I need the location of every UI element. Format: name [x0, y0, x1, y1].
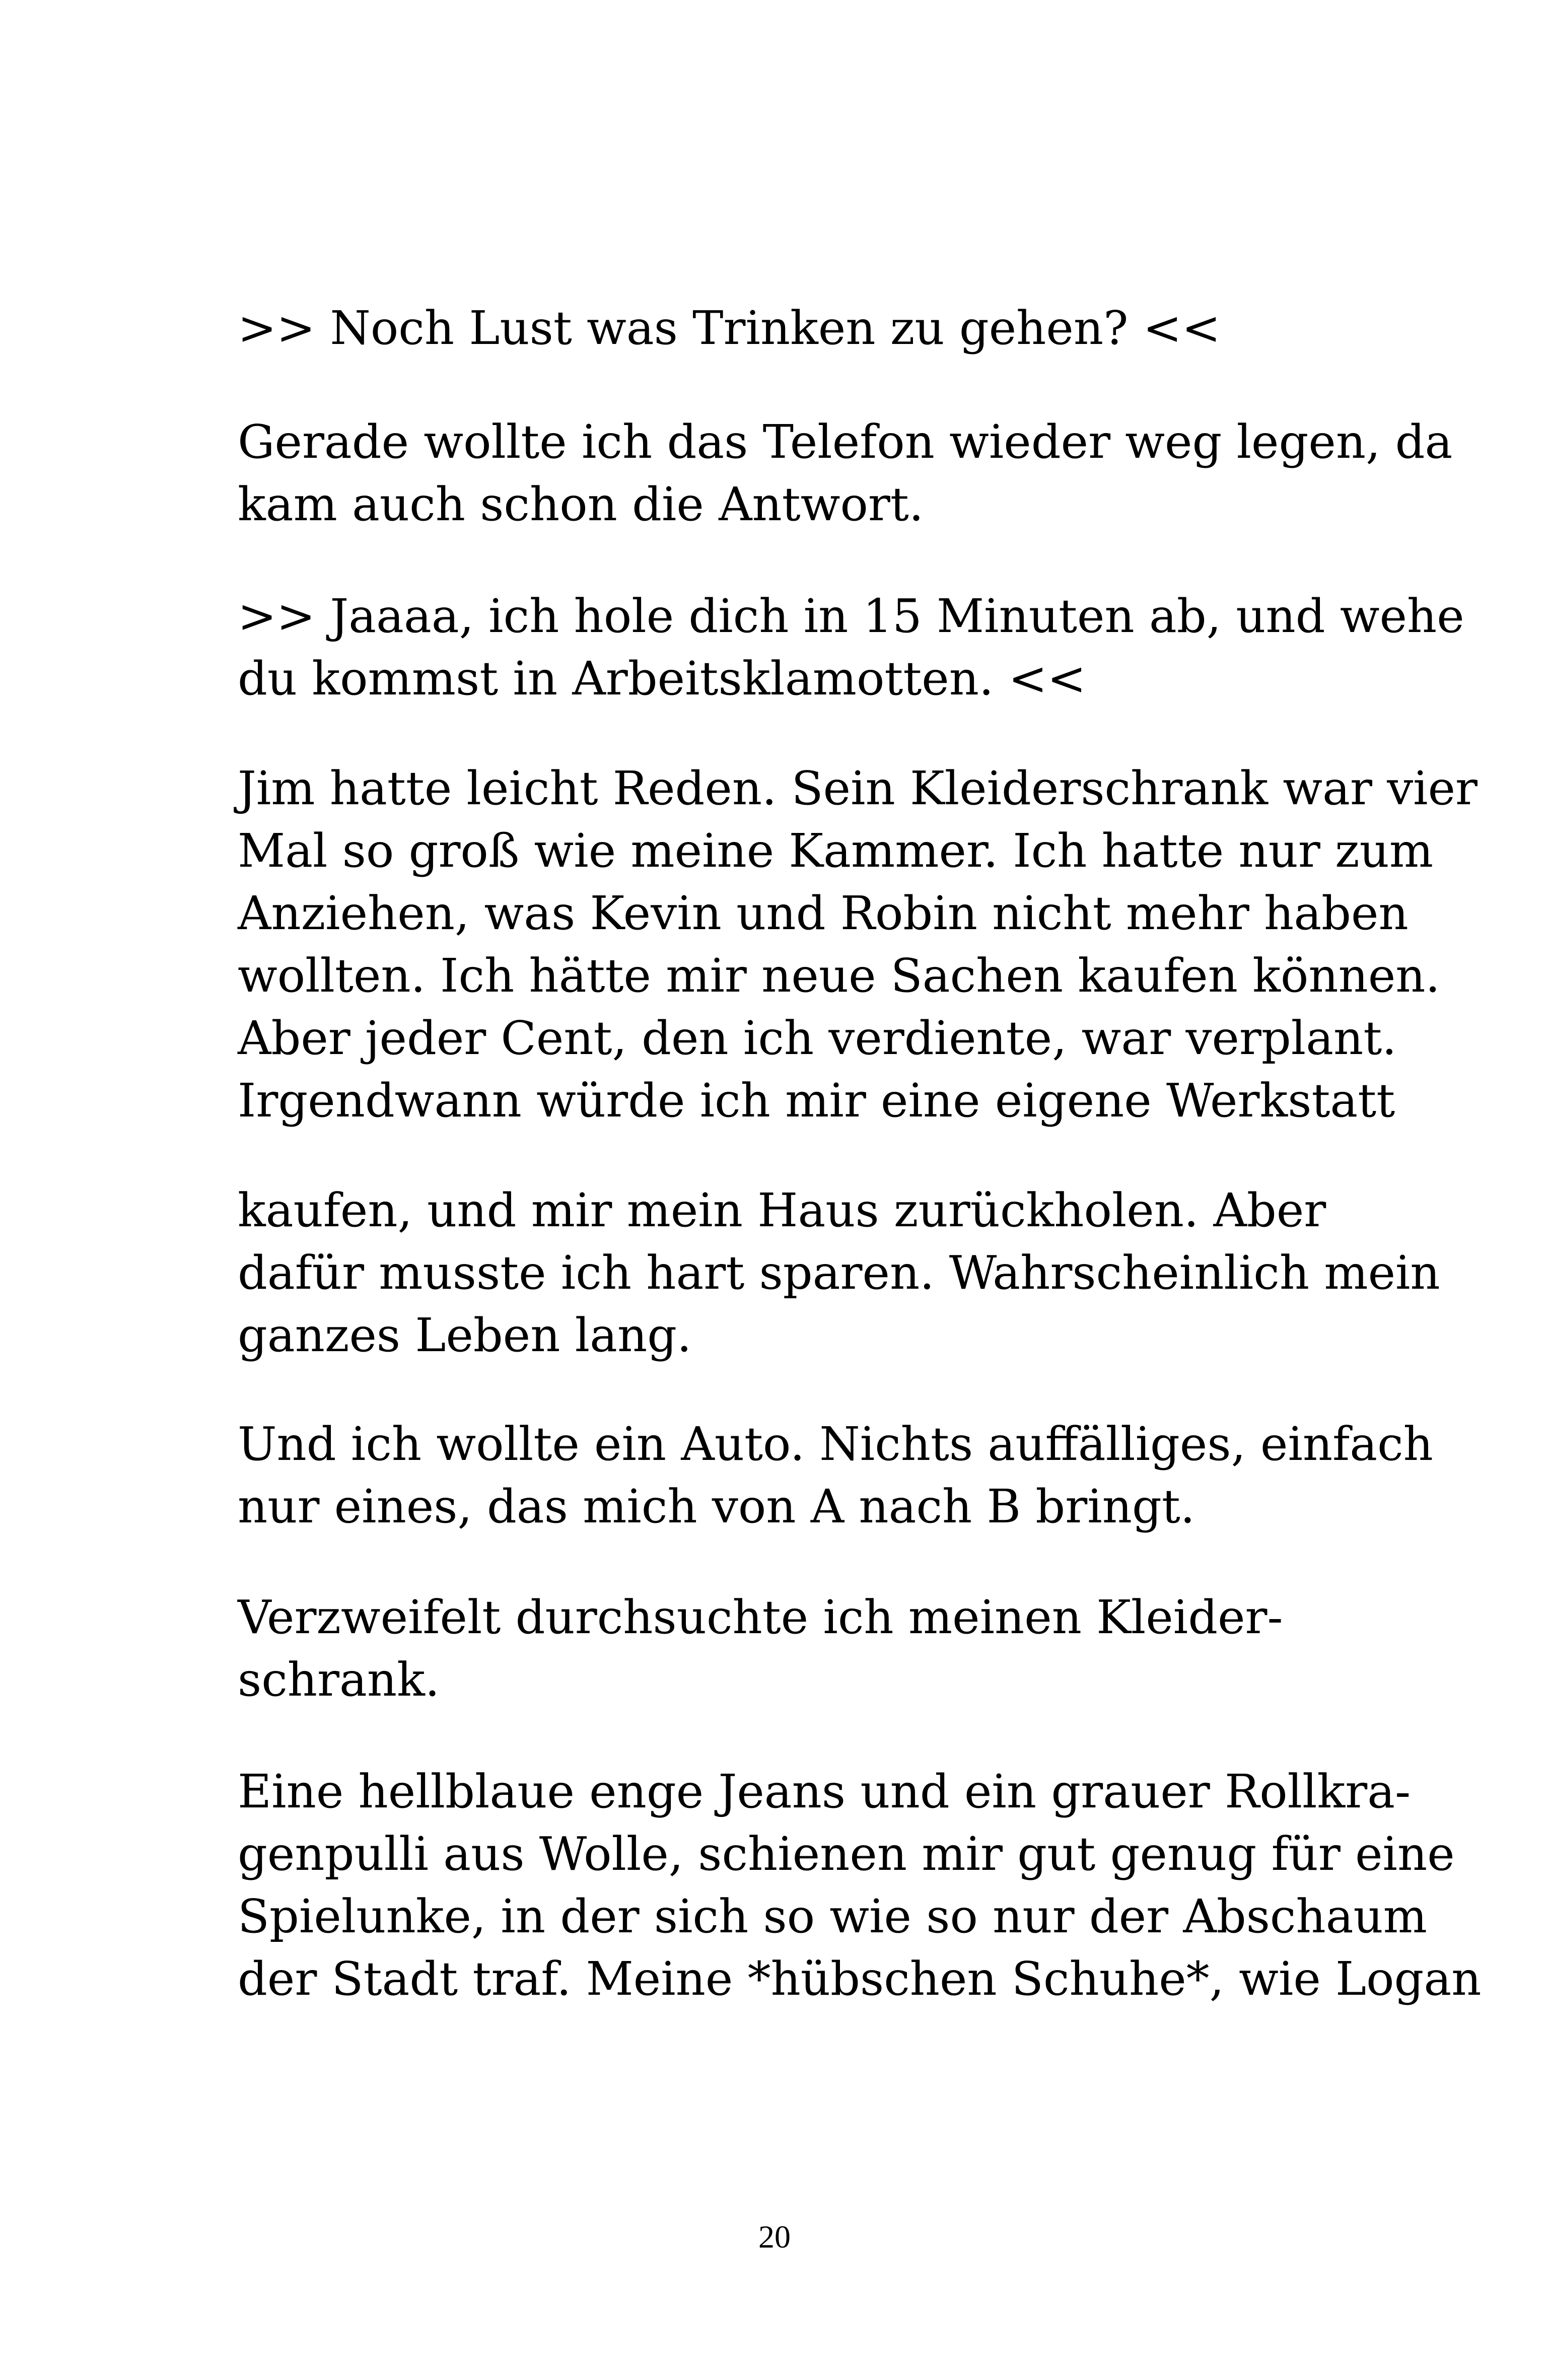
text-line: Und ich wollte ein Auto. Nichts auffälliges, einfach: [238, 1417, 1433, 1471]
text-line: Aber jeder Cent, den ich verdiente, war verplant.: [238, 1011, 1397, 1065]
paragraph-5: [238, 1179, 1440, 1367]
paragraph-7: [238, 1586, 1315, 1711]
text-line: >> Noch Lust was Trinken zu gehen? <<: [238, 301, 1221, 355]
text-line: >> Jaaaa, ich hole dich in 15 Minuten ab, und wehe: [238, 589, 1464, 643]
page-number: 20: [758, 2219, 791, 2255]
text-line: schrank.: [238, 1653, 440, 1707]
paragraph-3: [238, 585, 1464, 710]
text-line: Eine hellblaue enge Jeans und ein grauer Rollkra-: [238, 1765, 1411, 1818]
text-line: dafür musste ich hart sparen. Wahrscheinlich mein: [238, 1246, 1440, 1300]
paragraph-4: [238, 757, 1478, 1132]
text-line: kaufen, und mir mein Haus zurückholen. Aber: [238, 1183, 1326, 1237]
text-line: Gerade wollte ich das Telefon wieder weg legen, da: [238, 415, 1453, 469]
paragraph-6: [238, 1413, 1433, 1538]
text-line: Mal so groß wie meine Kammer. Ich hatte nur zum: [238, 824, 1434, 878]
text-line: Anziehen, was Kevin und Robin nicht mehr haben: [238, 886, 1409, 940]
text-line: wollten. Ich hätte mir neue Sachen kaufen können.: [238, 949, 1440, 1003]
text-line: genpulli aus Wolle, schienen mir gut genug für eine: [238, 1827, 1455, 1881]
text-line: Irgendwann würde ich mir eine eigene Werkstatt: [238, 1074, 1395, 1128]
text-line: Spielunke, in der sich so wie so nur der Abschaum: [238, 1889, 1428, 1943]
paragraph-2: [238, 411, 1453, 536]
paragraph-1: [238, 297, 1315, 360]
text-line: Jim hatte leicht Reden. Sein Kleiderschrank war vier: [238, 761, 1478, 815]
text-line: nur eines, das mich von A nach B bringt.: [238, 1480, 1195, 1533]
text-line: Verzweifelt durchsuchte ich meinen Kleider-: [238, 1590, 1283, 1644]
text-line: ganzes Leben lang.: [238, 1308, 692, 1362]
text-line: kam auch schon die Antwort.: [238, 477, 924, 531]
text-line: der Stadt traf. Meine *hübschen Schuhe*, wie Logan: [238, 1952, 1482, 2006]
paragraph-8: [238, 1761, 1482, 2010]
text-line: du kommst in Arbeitsklamotten. <<: [238, 652, 1086, 706]
